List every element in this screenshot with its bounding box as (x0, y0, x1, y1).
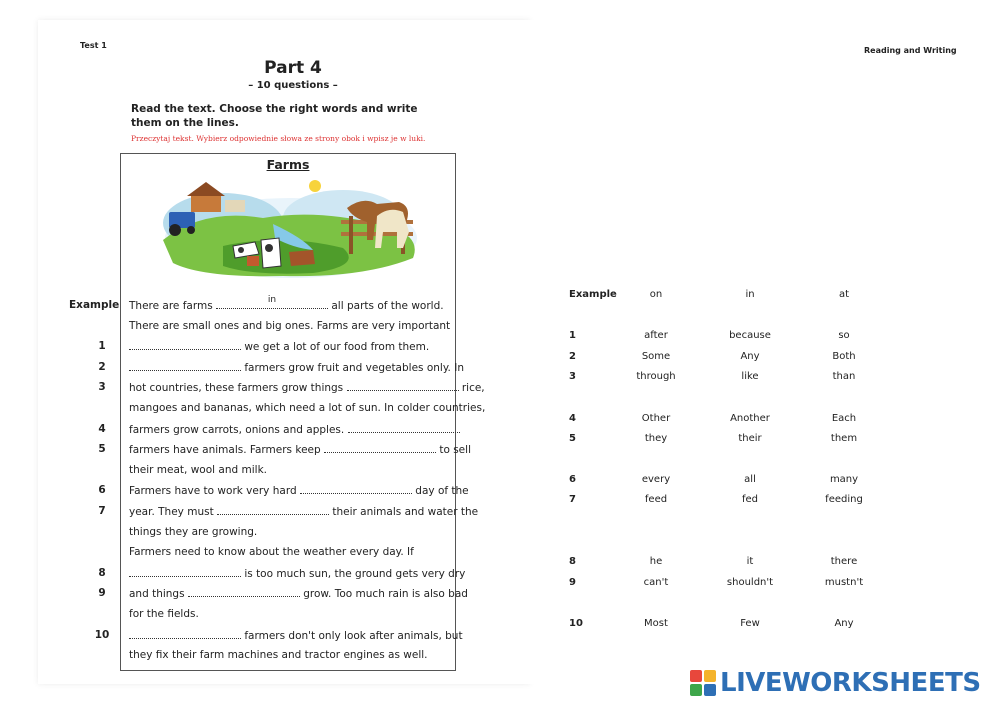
word-choice: Another (730, 413, 770, 424)
word-choice: because (729, 330, 771, 341)
story-line (129, 464, 267, 476)
story-line-text: rice, (458, 382, 485, 394)
question-number: 8 (98, 567, 106, 579)
word-choice: Most (644, 618, 668, 629)
option-row-label: 2 (569, 351, 576, 362)
option-row-label: 10 (569, 618, 583, 629)
word-choice: many (829, 474, 859, 485)
part-subtitle: – 10 questions – (248, 80, 338, 91)
story-line-text: day of the (411, 485, 469, 497)
word-choice: Some (641, 351, 671, 362)
story-line (129, 402, 485, 414)
question-number: 2 (98, 361, 106, 373)
story-line-text: for the fields. (129, 608, 199, 620)
logo-text: LIVEWORKSHEETS (720, 668, 981, 698)
word-choice: fed (741, 494, 759, 505)
instructions-polish: Przeczytaj tekst. Wybierz odpowiednie słowa ze strony obok i wpisz je w luki. (131, 134, 426, 143)
option-row-label: Example (569, 289, 617, 300)
story-line (129, 546, 414, 558)
story-line-text: hot countries, these farmers grow things (129, 382, 347, 394)
answer-blank[interactable] (188, 587, 300, 597)
story-line-text: we get a lot of our food from them. (241, 341, 430, 353)
story-line-text: grow. Too much rain is also bad (299, 588, 468, 600)
story-line-text: farmers don't only look after animals, but (241, 630, 463, 642)
word-choice: shouldn't (726, 577, 774, 588)
header-test-label: Test 1 (80, 41, 107, 50)
word-choice: mustn't (824, 577, 864, 588)
option-row-label: 5 (569, 433, 576, 444)
word-choice: all (744, 474, 756, 485)
option-row-label: 8 (569, 556, 576, 567)
story-line-text: farmers grow carrots, onions and apples. (129, 424, 348, 436)
word-choice: on (649, 289, 663, 300)
word-choice: Each (831, 413, 857, 424)
word-choice: like (741, 371, 759, 382)
word-choice: Few (740, 618, 760, 629)
word-choice: Any (834, 618, 854, 629)
example-blank (216, 295, 328, 309)
farm-illustration (163, 178, 421, 280)
option-row-label: 6 (569, 474, 576, 485)
question-number: 9 (98, 587, 106, 599)
word-choice: at (838, 289, 850, 300)
word-choice: them (830, 433, 858, 444)
question-number: 6 (98, 484, 106, 496)
story-line-text: Farmers have to work very hard (129, 485, 300, 497)
word-choice: through (636, 371, 676, 382)
story-line-text: all parts of the world. (328, 300, 444, 312)
story-line-text: and things (129, 588, 188, 600)
word-choice: feeding (825, 494, 863, 505)
answer-blank[interactable] (129, 629, 241, 639)
story-line-text: Farmers need to know about the weather every day. If (129, 546, 414, 558)
word-choice: their (738, 433, 762, 444)
story-line (129, 443, 471, 456)
answer-blank[interactable] (347, 381, 459, 391)
word-choice: can't (643, 577, 669, 588)
example-label: Example (69, 299, 120, 311)
story-line-text: their animals and water the (329, 506, 479, 518)
story-title: Farms (266, 157, 310, 172)
word-choice: feed (644, 494, 668, 505)
word-choice: it (746, 556, 754, 567)
story-line-text: farmers grow fruit and vegetables only. In (241, 362, 464, 374)
story-line (129, 340, 429, 353)
question-number: 5 (98, 443, 106, 455)
logo-icon (690, 670, 716, 696)
story-line (129, 295, 444, 312)
option-row-label: 7 (569, 494, 576, 505)
story-line (129, 649, 428, 661)
answer-blank[interactable] (129, 340, 241, 350)
story-line (129, 526, 257, 538)
story-line (129, 587, 468, 600)
story-line (129, 505, 478, 518)
word-choice: Other (641, 413, 671, 424)
liveworksheets-logo (690, 668, 981, 698)
option-row-label: 3 (569, 371, 576, 382)
story-line (129, 629, 463, 642)
header-section-label: Reading and Writing (864, 46, 957, 55)
story-line-text: things they are growing. (129, 526, 258, 538)
story-line-text: year. They must (129, 506, 218, 518)
option-row-label: 4 (569, 413, 576, 424)
word-choice: Any (740, 351, 760, 362)
story-line (129, 567, 465, 580)
question-number: 7 (98, 505, 106, 517)
word-choice: than (832, 371, 856, 382)
question-number: 1 (98, 340, 106, 352)
story-line-text: they fix their farm machines and tractor engines as well. (129, 649, 428, 661)
answer-blank[interactable] (129, 567, 241, 577)
story-line-text: mangoes and bananas, which need a lot of sun. In colder countries, (129, 402, 486, 414)
question-number: 4 (98, 423, 106, 435)
story-line-text: is too much sun, the ground gets very dry (241, 568, 466, 580)
question-number: 10 (94, 629, 110, 641)
story-line (129, 381, 485, 394)
word-choice: every (641, 474, 671, 485)
story-line-text: to sell (436, 444, 471, 456)
example-answer: in (267, 295, 277, 305)
answer-blank[interactable] (217, 505, 329, 515)
option-row-label: 1 (569, 330, 576, 341)
answer-blank[interactable] (348, 423, 460, 433)
story-line-text: There are farms (129, 300, 217, 312)
word-choice: he (649, 556, 663, 567)
question-number: 3 (98, 381, 106, 393)
option-row-label: 9 (569, 577, 576, 588)
story-line-text: There are small ones and big ones. Farms are very important (129, 320, 451, 332)
instructions-english: Read the text. Choose the right words and write them on the lines. (131, 103, 418, 129)
answer-blank[interactable] (324, 443, 436, 453)
story-line (129, 608, 199, 620)
story-line (129, 484, 469, 497)
word-choice: Both (832, 351, 856, 362)
word-choice: after (644, 330, 668, 341)
word-choice: so (838, 330, 850, 341)
word-choice: they (644, 433, 668, 444)
word-choice: there (830, 556, 858, 567)
story-line-text: farmers have animals. Farmers keep (129, 444, 324, 456)
story-line (129, 320, 450, 332)
answer-blank[interactable] (300, 484, 412, 494)
story-line (129, 423, 460, 436)
story-line (129, 361, 464, 374)
word-choice: in (745, 289, 755, 300)
part-title: Part 4 (264, 58, 322, 78)
story-line-text: their meat, wool and milk. (129, 464, 267, 476)
answer-blank[interactable] (129, 361, 241, 371)
